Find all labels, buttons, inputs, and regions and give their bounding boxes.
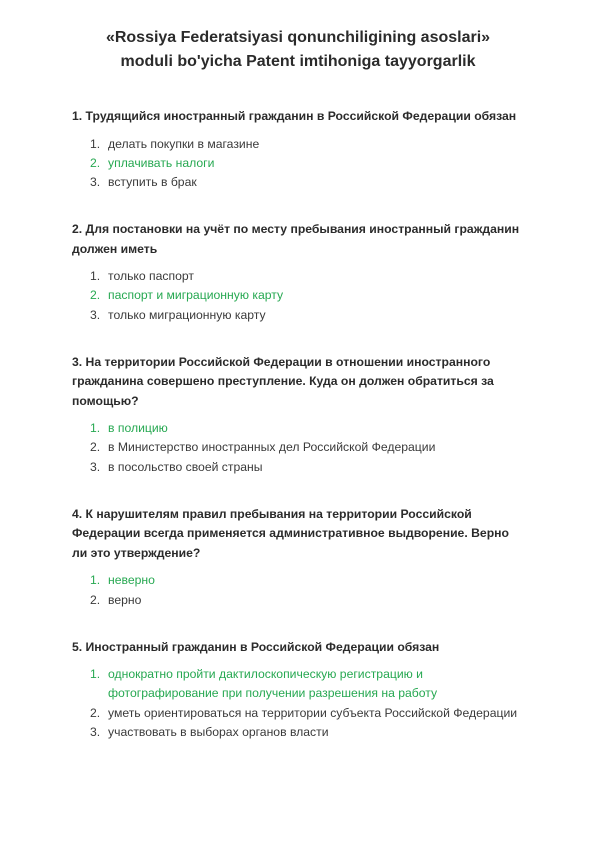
answer-number: 2. — [90, 155, 101, 170]
answer-number: 3. — [90, 174, 101, 189]
answer-number: 2. — [90, 592, 101, 607]
question-text: 3. На территории Российской Федерации в отношении иностранного гражданина совершено преступление. Куда он должен обратиться за помощью? — [72, 354, 494, 408]
answer-number: 1. — [90, 136, 101, 151]
title-line-2: moduli bo'yicha Patent imtihoniga tayyorgarlik — [120, 53, 476, 70]
answer-text: в Министерство иностранных дел Российской Федерации — [108, 440, 436, 455]
answer-option — [72, 723, 524, 742]
answer-number: 3. — [90, 307, 101, 322]
answer-option-correct — [72, 286, 524, 305]
answer-list — [72, 419, 524, 477]
answer-number: 2. — [90, 288, 101, 303]
answer-number: 2. — [90, 440, 101, 455]
answer-number: 2. — [90, 705, 101, 720]
answer-option — [72, 438, 524, 457]
answer-option-correct — [72, 154, 524, 173]
answer-option — [72, 591, 524, 610]
question-2 — [72, 220, 524, 325]
question-text: 5. Иностранный гражданин в Российской Федерации обязан — [72, 639, 440, 654]
answer-number: 3. — [90, 724, 101, 739]
question-text: 1. Трудящийся иностранный гражданин в Российской Федерации обязан — [72, 109, 517, 123]
answer-list — [72, 267, 524, 325]
answer-number: 1. — [90, 573, 101, 588]
answer-list — [72, 571, 524, 609]
answer-list — [72, 135, 524, 193]
answer-text: уметь ориентироваться на территории субъекта Российской Федерации — [108, 705, 518, 720]
title-line-1: «Rossiya Federatsiyasi qonunchiligining asoslari» — [105, 29, 491, 46]
answer-option — [72, 306, 524, 325]
answer-text: вступить в брак — [108, 174, 197, 189]
answer-text: неверно — [108, 573, 155, 588]
answer-text: только миграционную карту — [108, 307, 266, 322]
answer-number: 1. — [90, 421, 101, 436]
answer-text: верно — [108, 592, 142, 607]
answer-text: делать покупки в магазине — [108, 136, 260, 151]
question-text: 2. Для постановки на учёт по месту пребывания иностранный гражданин должен иметь — [72, 222, 520, 256]
answer-option — [72, 267, 524, 286]
answer-option-correct — [72, 571, 524, 590]
page-title — [52, 26, 544, 74]
answer-option-correct — [72, 665, 524, 703]
answer-text: уплачивать налоги — [108, 155, 215, 170]
answer-number: 3. — [90, 459, 101, 474]
answer-text: участвовать в выборах органов власти — [108, 724, 329, 739]
question-4 — [72, 505, 524, 610]
answer-text: паспорт и миграционную карту — [108, 288, 284, 303]
answer-option-correct — [72, 419, 524, 438]
question-3 — [72, 353, 524, 477]
answer-text: в посольство своей страны — [108, 459, 263, 474]
answer-text: в полицию — [108, 421, 168, 436]
answer-option — [72, 704, 524, 723]
answer-option — [72, 458, 524, 477]
answer-list — [72, 665, 524, 742]
answer-number: 1. — [90, 667, 101, 682]
question-1 — [72, 107, 524, 192]
answer-number: 1. — [90, 269, 101, 284]
answer-text: однократно пройти дактилоскопическую регистрацию и фотографирование при получении разрешения на работу — [108, 667, 438, 701]
question-5 — [72, 638, 524, 742]
answer-option — [72, 173, 524, 192]
question-list — [72, 107, 524, 742]
answer-option — [72, 135, 524, 154]
answer-text: только паспорт — [108, 269, 194, 284]
question-text: 4. К нарушителям правил пребывания на территории Российской Федерации всегда применяется административное выдворение. Верно ли это утверждение? — [72, 506, 509, 560]
